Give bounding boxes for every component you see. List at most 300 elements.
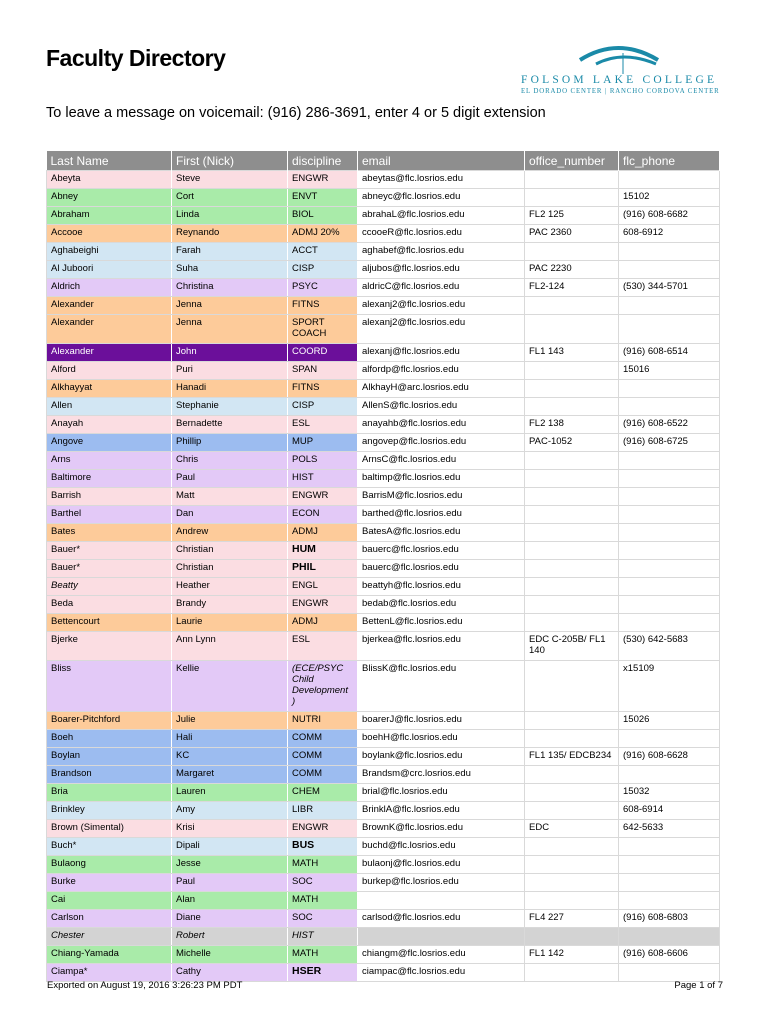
office-cell — [525, 560, 619, 578]
discipline-cell: MATH — [288, 892, 358, 910]
office-cell: FL1 143 — [525, 344, 619, 362]
office-cell — [525, 802, 619, 820]
phone-cell: x15109 — [619, 661, 720, 712]
table-row — [47, 416, 720, 434]
email-cell[interactable] — [358, 892, 525, 910]
logo-subtext: EL DORADO CENTER | RANCHO CORDOVA CENTER — [521, 88, 720, 95]
first-name-cell: Laurie — [172, 614, 288, 632]
email-cell[interactable]: chiangm@flc.losrios.edu — [358, 946, 525, 964]
first-name-cell: Farah — [172, 243, 288, 261]
table-row — [47, 820, 720, 838]
last-name-cell: Abraham — [47, 207, 172, 225]
voicemail-instructions: To leave a message on voicemail: (916) 286-3691, enter 4 or 5 digit extension — [46, 105, 546, 121]
first-name-cell: Hanadi — [172, 380, 288, 398]
phone-cell: (916) 608-6522 — [619, 416, 720, 434]
discipline-cell: ENGWR — [288, 596, 358, 614]
email-cell[interactable]: barthed@flc.losrios.edu — [358, 506, 525, 524]
last-name-cell: Baltimore — [47, 470, 172, 488]
discipline-cell: ESL — [288, 632, 358, 661]
phone-cell: (916) 608-6514 — [619, 344, 720, 362]
first-name-cell: Suha — [172, 261, 288, 279]
email-cell[interactable]: AllenS@flc.losrios.edu — [358, 398, 525, 416]
first-name-cell: Dipali — [172, 838, 288, 856]
phone-cell: 15016 — [619, 362, 720, 380]
email-cell[interactable]: BrinklA@flc.losrios.edu — [358, 802, 525, 820]
discipline-cell: POLS — [288, 452, 358, 470]
email-cell[interactable]: bulaonj@flc.losrios.edu — [358, 856, 525, 874]
first-name-cell: Christian — [172, 560, 288, 578]
office-cell — [525, 171, 619, 189]
last-name-cell: Beatty — [47, 578, 172, 596]
phone-cell: (530) 642-5683 — [619, 632, 720, 661]
first-name-cell: Ann Lynn — [172, 632, 288, 661]
email-cell[interactable]: bauerc@flc.losrios.edu — [358, 542, 525, 560]
phone-cell: (916) 608-6682 — [619, 207, 720, 225]
email-cell[interactable]: bjerkea@flc.losrios.edu — [358, 632, 525, 661]
last-name-cell: Aghabeighi — [47, 243, 172, 261]
discipline-cell: HIST — [288, 470, 358, 488]
email-cell[interactable]: aljubos@flc.losrios.edu — [358, 261, 525, 279]
table-row — [47, 928, 720, 946]
office-cell — [525, 578, 619, 596]
office-cell — [525, 892, 619, 910]
last-name-cell: Bria — [47, 784, 172, 802]
office-cell — [525, 398, 619, 416]
discipline-cell: MUP — [288, 434, 358, 452]
first-name-cell: Diane — [172, 910, 288, 928]
table-row — [47, 243, 720, 261]
table-row — [47, 524, 720, 542]
office-cell: FL1 142 — [525, 946, 619, 964]
first-name-cell: Dan — [172, 506, 288, 524]
discipline-cell: (ECE/PSYC Child Development ) — [288, 661, 358, 712]
email-cell[interactable]: BatesA@flc.losrios.edu — [358, 524, 525, 542]
first-name-cell: Christian — [172, 542, 288, 560]
discipline-cell: ACCT — [288, 243, 358, 261]
first-name-cell: Linda — [172, 207, 288, 225]
table-row — [47, 838, 720, 856]
first-name-cell: Margaret — [172, 766, 288, 784]
phone-cell — [619, 380, 720, 398]
office-cell: FL4 227 — [525, 910, 619, 928]
last-name-cell: Alexander — [47, 344, 172, 362]
last-name-cell: Bulaong — [47, 856, 172, 874]
office-cell — [525, 730, 619, 748]
phone-cell: (916) 608-6606 — [619, 946, 720, 964]
office-cell — [525, 928, 619, 946]
phone-cell: (530) 344-5701 — [619, 279, 720, 297]
phone-cell — [619, 614, 720, 632]
discipline-cell: NUTRI — [288, 712, 358, 730]
office-cell — [525, 856, 619, 874]
last-name-cell: Barthel — [47, 506, 172, 524]
discipline-cell: LIBR — [288, 802, 358, 820]
last-name-cell: Bauer* — [47, 542, 172, 560]
office-cell — [525, 784, 619, 802]
first-name-cell: Andrew — [172, 524, 288, 542]
table-row — [47, 560, 720, 578]
office-cell — [525, 614, 619, 632]
office-cell — [525, 838, 619, 856]
discipline-cell: ENGL — [288, 578, 358, 596]
last-name-cell: Accooe — [47, 225, 172, 243]
discipline-cell: PSYC — [288, 279, 358, 297]
discipline-cell: BIOL — [288, 207, 358, 225]
office-cell — [525, 874, 619, 892]
discipline-cell: BUS — [288, 838, 358, 856]
table-row — [47, 946, 720, 964]
table-row — [47, 315, 720, 344]
phone-cell — [619, 730, 720, 748]
table-row — [47, 856, 720, 874]
table-row — [47, 380, 720, 398]
email-cell[interactable]: BrownK@flc.losrios.edu — [358, 820, 525, 838]
first-name-cell: Jesse — [172, 856, 288, 874]
phone-cell — [619, 452, 720, 470]
last-name-cell: Bjerke — [47, 632, 172, 661]
email-cell[interactable]: boylank@flc.losrios.edu — [358, 748, 525, 766]
office-cell — [525, 297, 619, 315]
first-name-cell: Chris — [172, 452, 288, 470]
last-name-cell: Beda — [47, 596, 172, 614]
table-row — [47, 910, 720, 928]
first-name-cell: Cathy — [172, 964, 288, 982]
table-row — [47, 297, 720, 315]
table-row — [47, 362, 720, 380]
phone-cell — [619, 506, 720, 524]
first-name-cell: Puri — [172, 362, 288, 380]
email-cell[interactable]: Brandsm@crc.losrios.edu — [358, 766, 525, 784]
table-row — [47, 434, 720, 452]
table-row — [47, 661, 720, 712]
office-cell — [525, 315, 619, 344]
discipline-cell: FITNS — [288, 297, 358, 315]
email-cell[interactable]: BarrisM@flc.losrios.edu — [358, 488, 525, 506]
email-cell[interactable]: ArnsC@flc.losrios.edu — [358, 452, 525, 470]
table-row — [47, 614, 720, 632]
phone-cell — [619, 297, 720, 315]
last-name-cell: Bates — [47, 524, 172, 542]
discipline-cell: SPORT COACH — [288, 315, 358, 344]
last-name-cell: Alexander — [47, 297, 172, 315]
table-row — [47, 578, 720, 596]
first-name-cell: Jenna — [172, 315, 288, 344]
phone-cell — [619, 398, 720, 416]
discipline-cell: ESL — [288, 416, 358, 434]
first-name-cell: Steve — [172, 171, 288, 189]
email-cell[interactable]: bedab@flc.losrios.edu — [358, 596, 525, 614]
first-name-cell: John — [172, 344, 288, 362]
email-cell[interactable]: BettenL@flc.losrios.edu — [358, 614, 525, 632]
email-cell[interactable]: bauerc@flc.losrios.edu — [358, 560, 525, 578]
logo-text: FOLSOM LAKE COLLEGE — [521, 74, 718, 86]
office-cell — [525, 524, 619, 542]
page-number: Page 1 of 7 — [674, 980, 723, 991]
column-header[interactable]: discipline — [288, 151, 358, 171]
discipline-cell: HIST — [288, 928, 358, 946]
first-name-cell: Bernadette — [172, 416, 288, 434]
office-cell — [525, 488, 619, 506]
email-cell[interactable]: boehH@flc.losrios.edu — [358, 730, 525, 748]
first-name-cell: Stephanie — [172, 398, 288, 416]
last-name-cell: Carlson — [47, 910, 172, 928]
discipline-cell: ENGWR — [288, 820, 358, 838]
column-header[interactable]: Last Name — [47, 151, 172, 171]
office-cell — [525, 470, 619, 488]
phone-cell — [619, 838, 720, 856]
last-name-cell: Alexander — [47, 315, 172, 344]
office-cell: FL1 135/ EDCB234 — [525, 748, 619, 766]
table-row — [47, 398, 720, 416]
email-cell[interactable]: alexanj2@flc.losrios.edu — [358, 315, 525, 344]
last-name-cell: Brown (Simental) — [47, 820, 172, 838]
phone-cell — [619, 261, 720, 279]
office-cell — [525, 542, 619, 560]
phone-cell — [619, 488, 720, 506]
column-header[interactable]: office_number — [525, 151, 619, 171]
first-name-cell: Heather — [172, 578, 288, 596]
column-header[interactable]: email — [358, 151, 525, 171]
phone-cell — [619, 243, 720, 261]
table-row — [47, 189, 720, 207]
last-name-cell: Abney — [47, 189, 172, 207]
phone-cell — [619, 524, 720, 542]
email-cell[interactable] — [358, 928, 525, 946]
last-name-cell: Chester — [47, 928, 172, 946]
office-cell: FL2 138 — [525, 416, 619, 434]
phone-cell — [619, 542, 720, 560]
office-cell — [525, 189, 619, 207]
logo-arch-icon — [518, 40, 728, 74]
first-name-cell: Cort — [172, 189, 288, 207]
column-header[interactable]: flc_phone — [619, 151, 720, 171]
email-cell[interactable]: AlkhayH@arc.losrios.edu — [358, 380, 525, 398]
last-name-cell: Bauer* — [47, 560, 172, 578]
first-name-cell: Alan — [172, 892, 288, 910]
office-cell: EDC C-205B/ FL1 140 — [525, 632, 619, 661]
discipline-cell: SOC — [288, 874, 358, 892]
discipline-cell: SOC — [288, 910, 358, 928]
last-name-cell: Burke — [47, 874, 172, 892]
email-cell[interactable]: abeytas@flc.losrios.edu — [358, 171, 525, 189]
last-name-cell: Bliss — [47, 661, 172, 712]
phone-cell — [619, 596, 720, 614]
phone-cell: 642-5633 — [619, 820, 720, 838]
office-cell — [525, 362, 619, 380]
table-row — [47, 632, 720, 661]
email-cell[interactable]: burkep@flc.losrios.edu — [358, 874, 525, 892]
phone-cell: (916) 608-6725 — [619, 434, 720, 452]
table-row — [47, 488, 720, 506]
email-cell[interactable]: ciampac@flc.losrios.edu — [358, 964, 525, 982]
last-name-cell: Barrish — [47, 488, 172, 506]
discipline-cell: MATH — [288, 946, 358, 964]
first-name-cell: Christina — [172, 279, 288, 297]
discipline-cell: ENGWR — [288, 171, 358, 189]
table-row — [47, 964, 720, 982]
discipline-cell: HUM — [288, 542, 358, 560]
phone-cell: 15102 — [619, 189, 720, 207]
phone-cell — [619, 470, 720, 488]
table-row — [47, 261, 720, 279]
table-row — [47, 452, 720, 470]
table-row — [47, 766, 720, 784]
phone-cell: 608-6914 — [619, 802, 720, 820]
table-row — [47, 225, 720, 243]
phone-cell: (916) 608-6628 — [619, 748, 720, 766]
email-cell[interactable]: baltimp@flc.losrios.edu — [358, 470, 525, 488]
table-row — [47, 784, 720, 802]
office-cell — [525, 766, 619, 784]
discipline-cell: HSER — [288, 964, 358, 982]
phone-cell — [619, 856, 720, 874]
last-name-cell: Buch* — [47, 838, 172, 856]
first-name-cell: Brandy — [172, 596, 288, 614]
first-name-cell: Kellie — [172, 661, 288, 712]
phone-cell — [619, 578, 720, 596]
phone-cell — [619, 315, 720, 344]
last-name-cell: Bettencourt — [47, 614, 172, 632]
first-name-cell: Hali — [172, 730, 288, 748]
table-row — [47, 506, 720, 524]
email-cell[interactable]: aghabef@flc.losrios.edu — [358, 243, 525, 261]
office-cell — [525, 380, 619, 398]
email-cell[interactable]: abrahaL@flc.losrios.edu — [358, 207, 525, 225]
office-cell: EDC — [525, 820, 619, 838]
phone-cell — [619, 171, 720, 189]
discipline-cell: COMM — [288, 766, 358, 784]
last-name-cell: Anayah — [47, 416, 172, 434]
table-row — [47, 470, 720, 488]
discipline-cell: COMM — [288, 748, 358, 766]
email-cell[interactable]: alfordp@flc.losrios.edu — [358, 362, 525, 380]
discipline-cell: ADMJ — [288, 524, 358, 542]
last-name-cell: Al Juboori — [47, 261, 172, 279]
last-name-cell: Angove — [47, 434, 172, 452]
email-cell[interactable]: aldricC@flc.losrios.edu — [358, 279, 525, 297]
phone-cell — [619, 560, 720, 578]
email-cell[interactable]: ccooeR@flc.losrios.edu — [358, 225, 525, 243]
phone-cell — [619, 964, 720, 982]
discipline-cell: PHIL — [288, 560, 358, 578]
table-row — [47, 730, 720, 748]
phone-cell — [619, 766, 720, 784]
email-cell[interactable]: beattyh@flc.losrios.edu — [358, 578, 525, 596]
office-cell: FL2-124 — [525, 279, 619, 297]
first-name-cell: Paul — [172, 874, 288, 892]
table-row — [47, 596, 720, 614]
table-row — [47, 748, 720, 766]
table-row — [47, 892, 720, 910]
last-name-cell: Cai — [47, 892, 172, 910]
table-row — [47, 279, 720, 297]
phone-cell: 15032 — [619, 784, 720, 802]
email-cell[interactable]: BlissK@flc.losrios.edu — [358, 661, 525, 712]
first-name-cell: Krisi — [172, 820, 288, 838]
last-name-cell: Allen — [47, 398, 172, 416]
email-cell[interactable]: carlsod@flc.losrios.edu — [358, 910, 525, 928]
discipline-cell: ECON — [288, 506, 358, 524]
office-cell — [525, 596, 619, 614]
table-row — [47, 874, 720, 892]
office-cell: PAC 2230 — [525, 261, 619, 279]
first-name-cell: Reynando — [172, 225, 288, 243]
email-cell[interactable]: alexanj@flc.losrios.edu — [358, 344, 525, 362]
college-logo — [518, 40, 728, 100]
phone-cell: 608-6912 — [619, 225, 720, 243]
last-name-cell: Arns — [47, 452, 172, 470]
first-name-cell: Matt — [172, 488, 288, 506]
office-cell — [525, 243, 619, 261]
first-name-cell: Jenna — [172, 297, 288, 315]
office-cell — [525, 661, 619, 712]
discipline-cell: MATH — [288, 856, 358, 874]
faculty-table — [46, 151, 720, 982]
email-cell[interactable]: abneyc@flc.losrios.edu — [358, 189, 525, 207]
first-name-cell: Lauren — [172, 784, 288, 802]
discipline-cell: COMM — [288, 730, 358, 748]
first-name-cell: KC — [172, 748, 288, 766]
email-cell[interactable]: buchd@flc.losrios.edu — [358, 838, 525, 856]
office-cell: PAC-1052 — [525, 434, 619, 452]
discipline-cell: ADMJ 20% — [288, 225, 358, 243]
last-name-cell: Alkhayyat — [47, 380, 172, 398]
email-cell[interactable]: alexanj2@flc.losrios.edu — [358, 297, 525, 315]
export-timestamp: Exported on August 19, 2016 3:26:23 PM PDT — [47, 980, 243, 991]
discipline-cell: ENGWR — [288, 488, 358, 506]
last-name-cell: Boarer-Pitchford — [47, 712, 172, 730]
last-name-cell: Abeyta — [47, 171, 172, 189]
phone-cell: (916) 608-6803 — [619, 910, 720, 928]
office-cell — [525, 964, 619, 982]
first-name-cell: Amy — [172, 802, 288, 820]
column-header[interactable]: First (Nick) — [172, 151, 288, 171]
last-name-cell: Boeh — [47, 730, 172, 748]
last-name-cell: Boylan — [47, 748, 172, 766]
table-row — [47, 207, 720, 225]
email-cell[interactable]: boarerJ@flc.losrios.edu — [358, 712, 525, 730]
office-cell — [525, 452, 619, 470]
page-title: Faculty Directory — [46, 45, 226, 71]
office-cell: PAC 2360 — [525, 225, 619, 243]
first-name-cell: Phillip — [172, 434, 288, 452]
email-cell[interactable]: anayahb@flc.losrios.edu — [358, 416, 525, 434]
discipline-cell: ADMJ — [288, 614, 358, 632]
discipline-cell: FITNS — [288, 380, 358, 398]
email-cell[interactable]: angovep@flc.losrios.edu — [358, 434, 525, 452]
table-row — [47, 542, 720, 560]
office-cell — [525, 712, 619, 730]
discipline-cell: COORD — [288, 344, 358, 362]
discipline-cell: CISP — [288, 398, 358, 416]
last-name-cell: Brandson — [47, 766, 172, 784]
email-cell[interactable]: brial@flc.losrios.edu — [358, 784, 525, 802]
table-header-row — [47, 151, 720, 171]
first-name-cell: Julie — [172, 712, 288, 730]
first-name-cell: Robert — [172, 928, 288, 946]
last-name-cell: Aldrich — [47, 279, 172, 297]
table-row — [47, 712, 720, 730]
table-body — [47, 171, 720, 982]
phone-cell: 15026 — [619, 712, 720, 730]
table-row — [47, 344, 720, 362]
last-name-cell: Chiang-Yamada — [47, 946, 172, 964]
phone-cell — [619, 928, 720, 946]
phone-cell — [619, 892, 720, 910]
discipline-cell: CISP — [288, 261, 358, 279]
office-cell — [525, 506, 619, 524]
last-name-cell: Brinkley — [47, 802, 172, 820]
